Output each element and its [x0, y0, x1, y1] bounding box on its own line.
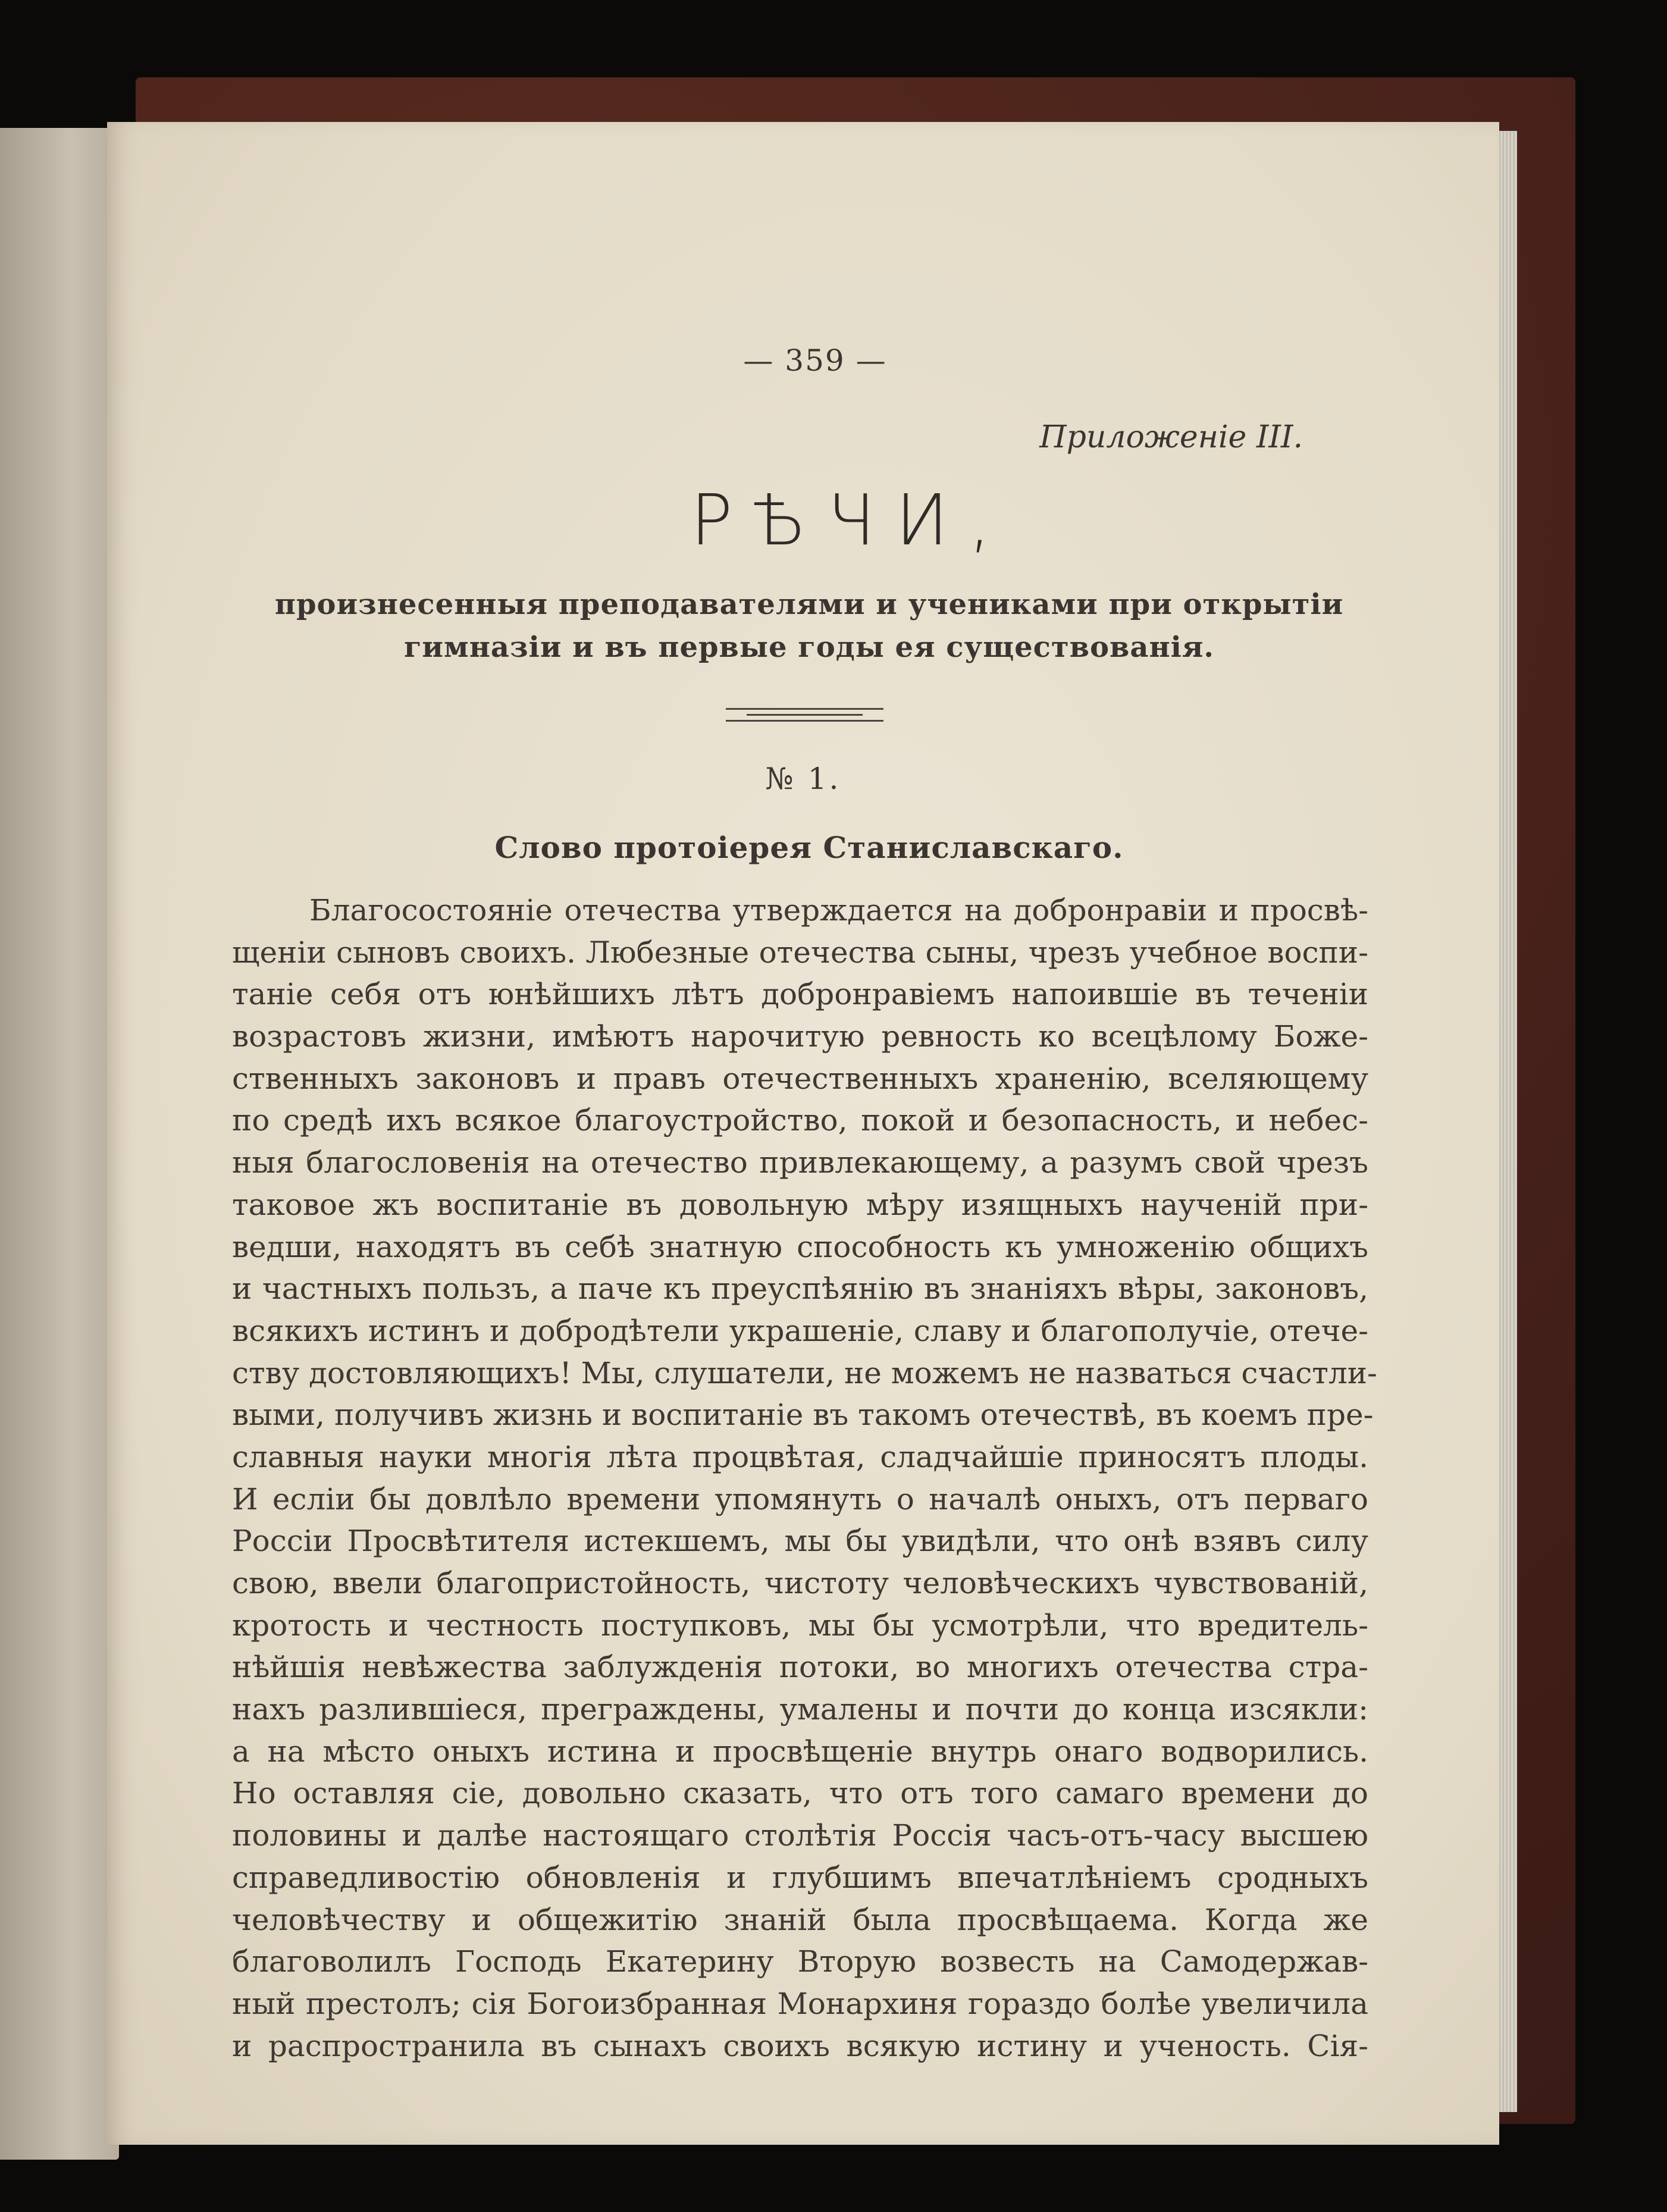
- text-line: Россіи Просвѣтителя истекшемъ, мы бы увидѣли, что онѣ взявъ силу: [232, 1524, 1368, 1559]
- text-line: ныя благословенія на отечество привлекающему, а разумъ свой чрезъ: [232, 1145, 1368, 1180]
- text-line: возрастовъ жизни, имѣютъ нарочитую ревность ко всецѣлому Боже-: [232, 1019, 1368, 1054]
- text-line: славныя науки многія лѣта процвѣтая, сладчайшіе приносятъ плоды.: [232, 1439, 1368, 1474]
- subtitle-line: произнесенныя преподавателями и учениками при открытіи: [274, 588, 1344, 621]
- text-line: таніе себя отъ юнѣйшихъ лѣтъ добронравіемъ напоившіе въ теченіи: [232, 977, 1368, 1012]
- text-line: свою, ввели благопристойность, чистоту человѣческихъ чувствованій,: [232, 1566, 1368, 1600]
- divider-line: [726, 708, 883, 710]
- divider-line: [747, 714, 863, 716]
- section-heading: Слово протоіерея Станиславскаго.: [494, 830, 1124, 865]
- body-text: [232, 889, 1377, 2067]
- text-line: кротость и честность поступковъ, мы бы усмотрѣли, что вредитель-: [232, 1608, 1368, 1643]
- text-line: половины и далѣе настоящаго столѣтія Россія часъ-отъ-часу высшею: [232, 1818, 1368, 1853]
- text-line: по средѣ ихъ всякое благоустройство, покой и безопасность, и небес-: [232, 1103, 1368, 1138]
- text-line: щеніи сыновъ своихъ. Любезные отечества сыны, чрезъ учебное воспи-: [232, 935, 1368, 970]
- text-line: всякихъ истинъ и добродѣтели украшеніе, славу и благополучіе, отече-: [232, 1313, 1368, 1348]
- text-line: Благосостояніе отечества утверждается на добронравіи и просвѣ-: [309, 893, 1368, 928]
- appendix-label: Приложеніе III.: [1039, 419, 1303, 455]
- text-line: нѣйшія невѣжества заблужденія потоки, во многихъ отечества стра-: [232, 1650, 1368, 1685]
- text-line: и частныхъ пользъ, а паче къ преуспѣянію въ знаніяхъ вѣры, законовъ,: [232, 1271, 1368, 1306]
- text-line: и распространила въ сынахъ своихъ всякую истину и ученость. Сія-: [232, 2028, 1368, 2063]
- text-line: благоволилъ Господь Екатерину Вторую возвесть на Самодержав-: [232, 1944, 1368, 1979]
- subtitle: [244, 583, 1374, 669]
- page-number: — 359 —: [743, 343, 887, 378]
- section-number: № 1.: [765, 762, 841, 796]
- text-line: ведши, находятъ въ себѣ знатную способность къ умноженію общихъ: [232, 1229, 1368, 1264]
- text-line: Но оставляя сіе, довольно сказать, что отъ того самаго времени до: [232, 1776, 1368, 1811]
- text-line: ный престолъ; сія Богоизбранная Монархиня гораздо болѣе увеличила: [232, 1986, 1368, 2021]
- facing-page-edge: [0, 128, 119, 2160]
- text-line: выми, получивъ жизнь и воспитаніе въ такомъ отечествѣ, въ коемъ пре-: [232, 1398, 1374, 1433]
- text-line: а на мѣсто оныхъ истина и просвѣщеніе внутрь онаго водворились.: [232, 1734, 1368, 1769]
- text-line: таковое жъ воспитаніе въ довольную мѣру изящныхъ наученій при-: [232, 1187, 1368, 1222]
- text-line: И есліи бы довлѣло времени упомянуть о началѣ оныхъ, отъ перваго: [232, 1481, 1368, 1517]
- page-title: РѢЧИ,: [690, 479, 1011, 561]
- text-line: нахъ разлившіеся, преграждены, умалены и почти до конца изсякли:: [232, 1692, 1368, 1727]
- text-line: ственныхъ законовъ и правъ отечественныхъ храненію, вселяющему: [232, 1061, 1368, 1096]
- text-line: человѣчеству и общежитію знаній была просвѣщаема. Когда же: [232, 1902, 1368, 1937]
- text-line: ству достовляющихъ! Мы, слушатели, не можемъ не назваться счастли-: [232, 1355, 1377, 1390]
- text-line: справедливостію обновленія и глубшимъ впечатлѣніемъ сродныхъ: [232, 1860, 1368, 1895]
- subtitle-line: гимназіи и въ первые годы ея существованія.: [404, 631, 1214, 664]
- book-page: [107, 122, 1499, 2145]
- divider-line: [726, 720, 883, 722]
